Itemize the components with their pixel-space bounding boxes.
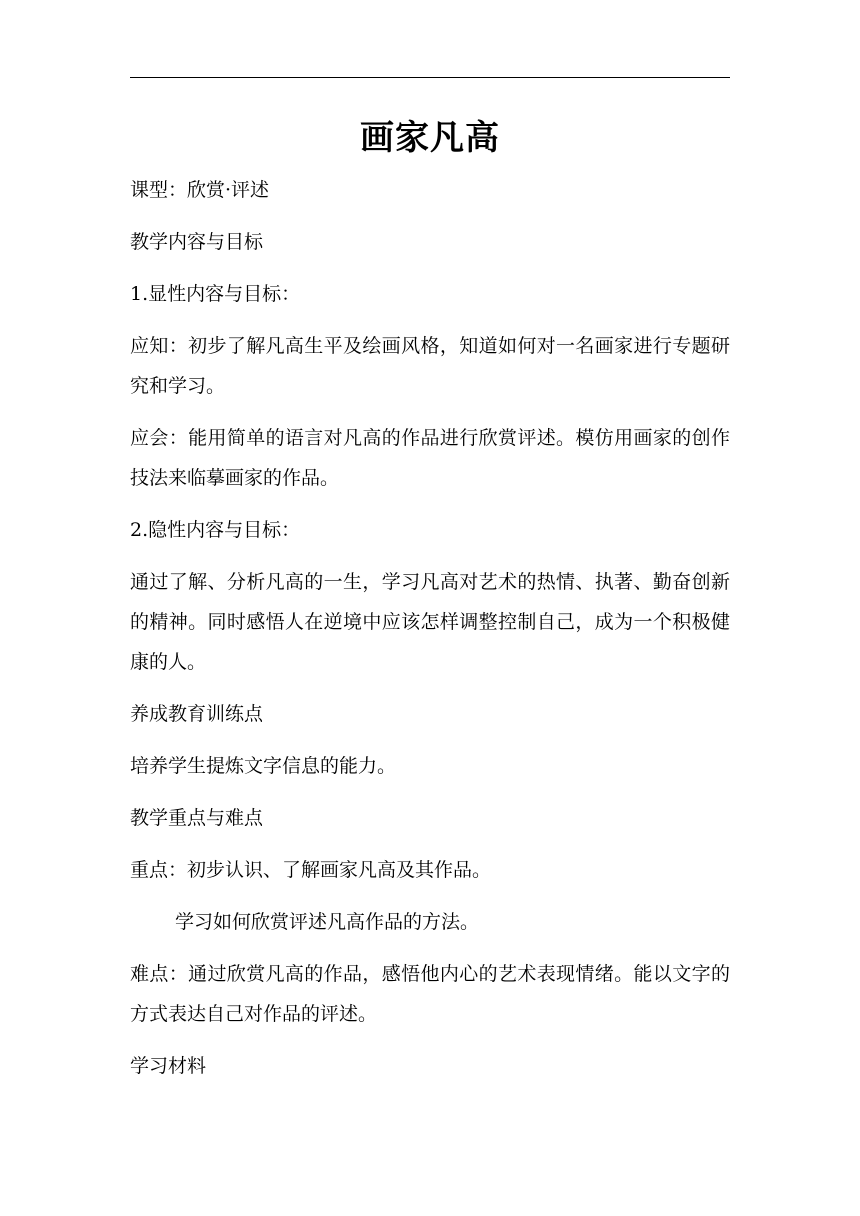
- heading-habit-training: 养成教育训练点: [130, 703, 264, 725]
- heading-learning-materials: 学习材料: [130, 1055, 207, 1077]
- heading-content-goals: 教学内容与目标: [130, 231, 264, 253]
- paragraph-key-point-continued: 学习如何欣赏评述凡高作品的方法。: [175, 911, 480, 933]
- document-body: [130, 170, 730, 1098]
- paragraph-should-do: 应会：能用简单的语言对凡高的作品进行欣赏评述。模仿用画家的创作技法来临摹画家的作品。: [130, 427, 730, 489]
- document-title: 画家凡高: [360, 118, 500, 158]
- paragraph-difficult-point: 难点：通过欣赏凡高的作品，感悟他内心的艺术表现情绪。能以文字的方式表达自己对作品的评述。: [130, 963, 730, 1025]
- heading-key-difficult: 教学重点与难点: [130, 807, 264, 829]
- heading-implicit-goals: 2.隐性内容与目标：: [130, 519, 301, 541]
- heading-explicit-goals: 1.显性内容与目标：: [130, 283, 301, 305]
- paragraph-habit-training: 培养学生提炼文字信息的能力。: [130, 755, 397, 777]
- paragraph-implicit-goals: 通过了解、分析凡高的一生，学习凡高对艺术的热情、执著、勤奋创新的精神。同时感悟人在逆境中应该怎样调整控制自己，成为一个积极健康的人。: [130, 571, 730, 673]
- paragraph-lesson-type: 课型：欣赏·评述: [130, 179, 270, 201]
- paragraph-should-know: 应知：初步了解凡高生平及绘画风格，知道如何对一名画家进行专题研究和学习。: [130, 335, 730, 397]
- paragraph-key-point: 重点：初步认识、了解画家凡高及其作品。: [130, 859, 492, 881]
- document-page: [130, 0, 730, 1216]
- header-rule: [130, 77, 730, 78]
